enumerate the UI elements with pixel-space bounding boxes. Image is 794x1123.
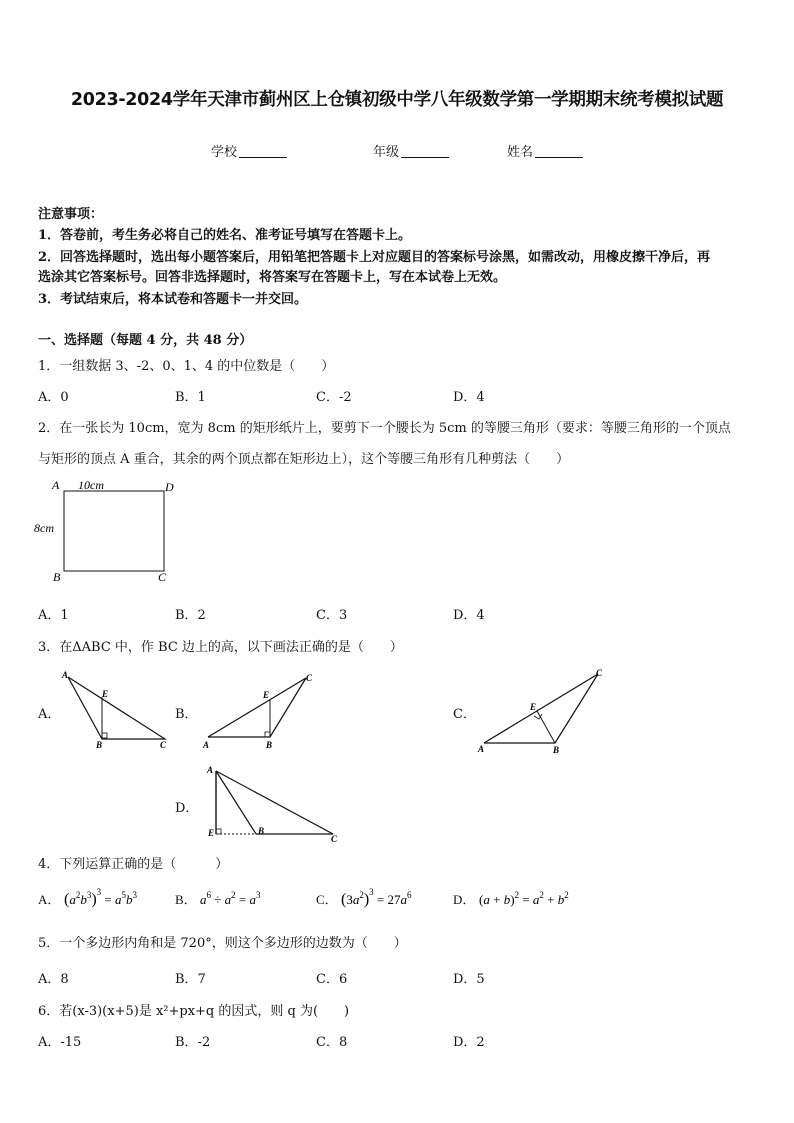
q5-option-d[interactable]: D．5 — [453, 972, 485, 987]
svg-text:E: E — [102, 689, 109, 699]
grade-field — [373, 141, 449, 160]
q4-option-a[interactable]: A． $(a^2b^3)^3 = a^5b^3$ — [38, 886, 164, 912]
q3-option-b[interactable]: B． — [175, 707, 198, 722]
q6-option-d[interactable]: D．2 — [453, 1035, 485, 1050]
notice-item-1: 1．答卷前，考生务必将自己的姓名、准考证号填写在答题卡上。 — [38, 228, 412, 243]
svg-text:B: B — [96, 740, 103, 750]
q2-rectangle-figure — [34, 474, 184, 589]
q2-label-d: D — [165, 480, 174, 494]
q4-formula-b — [200, 886, 290, 912]
q4-formula-c — [341, 886, 441, 912]
q6-option-b[interactable]: B．-2 — [175, 1035, 211, 1050]
q1-option-c[interactable]: C．-2 — [316, 390, 352, 405]
q2-label-b: B — [53, 570, 61, 584]
notice-item-3: 3．考试结束后，将本试卷和答题卡一并交回。 — [38, 292, 308, 307]
svg-text:A: A — [62, 670, 69, 680]
grade-label: 年级 — [373, 145, 400, 160]
q3-figure-a — [58, 667, 178, 752]
svg-text:A: A — [207, 765, 214, 775]
q2-label-side: 8cm — [34, 521, 54, 535]
q2-option-c[interactable]: C．3 — [316, 608, 348, 623]
q2-option-b[interactable]: B．2 — [175, 608, 206, 623]
q4-formula-d — [479, 886, 599, 912]
school-field — [211, 141, 287, 160]
q4-stem: 4．下列运算正确的是（ ） — [38, 857, 229, 872]
name-blank — [535, 144, 583, 158]
q2-rectangle — [64, 491, 164, 571]
q2-label-top: 10cm — [78, 478, 104, 492]
q2-label-c: C — [158, 570, 167, 584]
svg-text:E: E — [263, 690, 270, 700]
q2-stem-line2: 与矩形的顶点 A 重合，其余的两个顶点都在矩形边上），这个等腰三角形有几种剪法（ ） — [38, 452, 570, 467]
q5-stem: 5．一个多边形内角和是 720°，则这个多边形的边数为（ ） — [38, 936, 407, 951]
svg-text:B: B — [258, 826, 265, 836]
q3-figure-c — [474, 666, 614, 756]
svg-text:E: E — [530, 702, 537, 712]
q5-option-c[interactable]: C．6 — [316, 972, 348, 987]
name-field — [507, 141, 583, 160]
q3-stem: 3．在ΔABC 中，作 BC 边上的高，以下画法正确的是（ ） — [38, 640, 403, 655]
q6-stem: 6．若(x-3)(x+5)是 x²+px+q 的因式，则 q 为( ) — [38, 1004, 350, 1019]
svg-text:B: B — [553, 745, 560, 755]
svg-text:A: A — [478, 744, 485, 754]
q5-option-a[interactable]: A．8 — [38, 972, 69, 987]
q1-option-b[interactable]: B．1 — [175, 390, 206, 405]
q6-option-c[interactable]: C．8 — [316, 1035, 348, 1050]
q5-option-b[interactable]: B．7 — [175, 972, 206, 987]
q3-figure-d — [200, 762, 350, 847]
grade-blank — [401, 144, 449, 158]
svg-text:C: C — [160, 740, 167, 750]
notice-header: 注意事项： — [38, 207, 104, 222]
q3-figure-b — [200, 670, 320, 755]
q2-option-d[interactable]: D．4 — [453, 608, 485, 623]
svg-text:C: C — [331, 834, 338, 844]
q3-option-a[interactable]: A． — [38, 707, 61, 722]
q2-option-a[interactable]: A．1 — [38, 608, 69, 623]
notice-item-2: 2．回答选择题时，选出每小题答案后，用铅笔把答题卡上对应题目的答案标号涂黑，如需改动，用橡皮擦干净后，再 — [38, 250, 711, 265]
q1-stem: 1．一组数据 3、-2、0、1、4 的中位数是（ ） — [38, 359, 335, 374]
q2-stem-line1: 2．在一张长为 10cm，宽为 8cm 的矩形纸片上，要剪下一个腰长为 5cm 的等腰三角形（要求：等腰三角形的一个顶点 — [38, 421, 731, 436]
q1-option-a[interactable]: A．0 — [38, 390, 69, 405]
q3-option-d[interactable]: D． — [175, 801, 199, 816]
school-label: 学校 — [211, 145, 238, 160]
svg-text:E: E — [208, 828, 215, 838]
q4-formula-a — [64, 886, 164, 912]
svg-text:C: C — [306, 673, 313, 683]
svg-text:(a2b3)3 = a5b3: $(a^2b^3)^3 = a^5b^3$ — [63, 887, 137, 908]
school-blank — [239, 144, 287, 158]
q6-option-a[interactable]: A．-15 — [38, 1035, 82, 1050]
svg-text:(3a2)3 = 27a6: $(3a^2)^3 = 27a^6$ — [340, 887, 412, 908]
q2-label-a: A — [52, 478, 60, 492]
q3-option-c[interactable]: C． — [453, 707, 476, 722]
svg-text:a6 ÷ a2 = a3: $a^6 \div a^2 = a^3$ — [199, 890, 261, 907]
name-label: 姓名 — [507, 145, 534, 160]
svg-text:C: C — [596, 668, 603, 678]
svg-text:A: A — [203, 740, 210, 750]
q1-option-d[interactable]: D．4 — [453, 390, 485, 405]
section-heading: 一、选择题（每题 4 分，共 48 分） — [38, 333, 253, 348]
svg-text:(a + b)2 = a2 + b2: $(a + b)^2 = a^2 + b^2$ — [478, 890, 569, 907]
q4-option-d[interactable]: D． $(a + b)^2 = a^2 + b^2$ — [453, 886, 599, 912]
q4-option-b[interactable]: B． $a^6 \div a^2 = a^3$ — [175, 886, 290, 912]
notice-item-2-cont: 选涂其它答案标号。回答非选择题时，将答案写在答题卡上，写在本试卷上无效。 — [38, 270, 507, 285]
q4-option-c[interactable]: C． $(3a^2)^3 = 27a^6$ — [316, 886, 441, 912]
page-title: 2023-2024学年天津市蓟州区上仓镇初级中学八年级数学第一学期期末统考模拟试题 — [70, 90, 724, 110]
svg-text:B: B — [266, 740, 273, 750]
